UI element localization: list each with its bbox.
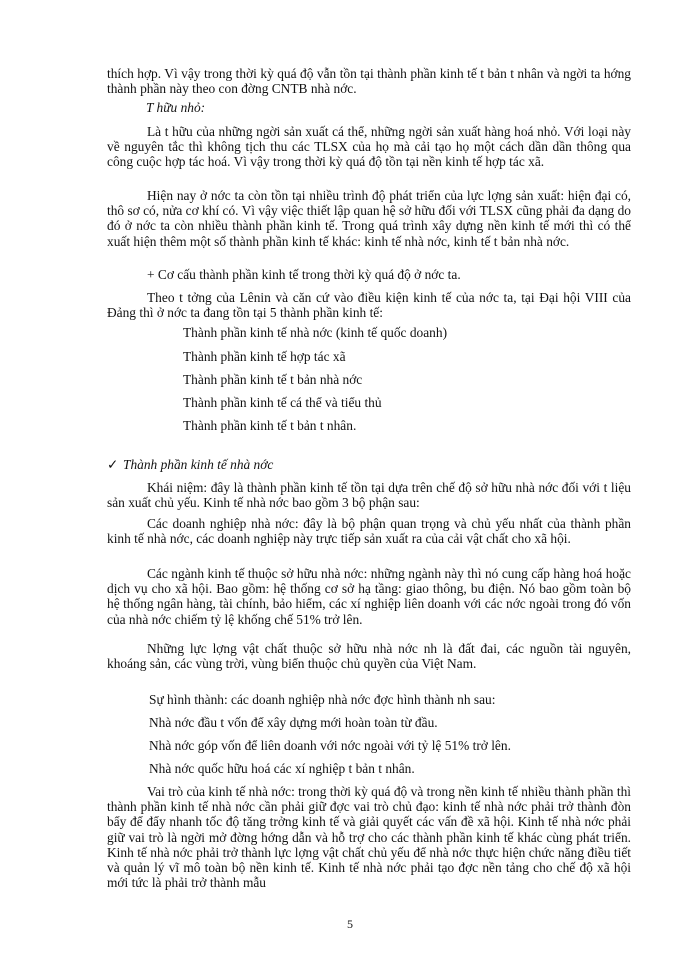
paragraph-material-forces: Những lực lợng vật chất thuộc sở hữu nhà nớc nh là đất đai, các nguồn tài nguyên, khoáng sản, các vùng trời, vùng biển thuộc chủ quyền của Việt Nam. <box>107 641 631 672</box>
paragraph-structure-title: + Cơ cấu thành phần kinh tế trong thời kỳ quá độ ở nớc ta. <box>147 267 461 282</box>
list-item: Nhà nớc quốc hữu hoá các xí nghiệp t bản t nhân. <box>149 761 415 776</box>
section-heading-text: Thành phần kinh tế nhà nớc <box>123 457 274 472</box>
list-item: Thành phần kinh tế t bản t nhân. <box>183 418 357 433</box>
paragraph-role: Vai trò của kinh tế nhà nớc: trong thời kỳ quá độ và trong nền kinh tế nhiều thành phần thì thành phần kinh tế nhà nớc cần phải giữ đợc vai trò chủ đạo: kinh tế nhà nớc phải trở thành đòn bẩy để đẩy nhanh tốc độ tăng trởng kinh tế và giải quyết các vấn đề xã hội. Kinh tế nhà nớc phải giữ vai trò là ngời mở đờng hớng dẫn và hỗ trợ cho các thành phần kinh tế khác cùng phát triển. Kinh tế nhà nớc phải trở thành lực lợng vật chất chủ yếu để nhà nớc thực hiện chức năng điều tiết và quản lý vĩ mô toàn bộ nền kinh tế. Kinh tế nhà nớc phải tạo đợc nền tảng cho chế độ xã hội mới tức là phải trở thành mẫu <box>107 784 631 891</box>
formation-intro: Sự hình thành: các doanh nghiệp nhà nớc đợc hình thành nh sau: <box>149 692 496 707</box>
paragraph-concept: Khái niệm: đây là thành phần kinh tế tồn tại dựa trên chế độ sở hữu nhà nớc đối với t liệu sản xuất chủ yếu. Kinh tế nhà nớc bao gồm 3 bộ phận sau: <box>107 480 631 511</box>
subheading-small-private-ownership: T hữu nhỏ: <box>146 100 206 115</box>
paragraph-intro: thích hợp. Vì vậy trong thời kỳ quá độ vẫn tồn tại thành phần kinh tế t bản t nhân và ngời ta hớng thành phần này theo con đờng CNTB nhà nớc. <box>107 66 631 97</box>
list-item: Thành phần kinh tế t bản nhà nớc <box>183 372 363 387</box>
section-heading <box>107 457 273 472</box>
list-item: Nhà nớc đầu t vốn để xây dựng mới hoàn toàn từ đầu. <box>149 715 438 730</box>
paragraph-lenin: Theo t tởng của Lênin và căn cứ vào điều kiện kinh tế của nớc ta, tại Đại hội VIII của Đảng thì ở nớc ta đang tồn tại 5 thành phần kinh tế: <box>107 290 631 321</box>
check-icon: ✓ <box>107 457 119 472</box>
list-item: Thành phần kinh tế cá thể và tiểu thủ <box>183 395 382 410</box>
list-item: Thành phần kinh tế nhà nớc (kinh tế quốc doanh) <box>183 325 448 340</box>
paragraph-state-enterprises: Các doanh nghiệp nhà nớc: đây là bộ phận quan trọng và chủ yếu nhất của thành phần kinh tế nhà nớc, các doanh nghiệp này trực tiếp sản xuất ra của cải vật chất cho xã hội. <box>107 516 631 547</box>
list-item: Nhà nớc góp vốn để liên doanh với nớc ngoài với tỷ lệ 51% trở lên. <box>149 738 511 753</box>
paragraph-state-sectors: Các ngành kinh tế thuộc sở hữu nhà nớc: những ngành này thì nó cung cấp hàng hoá hoặc dịch vụ cho xã hội. Bao gồm: hệ thống cơ sở hạ tầng: giao thông, bu điện. Nó bao gồm toàn bộ hệ thống ngân hàng, tài chính, bảo hiểm, các xí nghiệp liên doanh với các nớc ngoài trong đó vốn của nhà nớc chiếm tỷ lệ khống chế 51% trở lên. <box>107 566 631 627</box>
paragraph-small-ownership: Là t hữu của những ngời sản xuất cá thể, những ngời sản xuất hàng hoá nhỏ. Với loại này về nguyên tắc thì không tịch thu các TLSX của họ mà cải tạo họ một cách dần dần thông qua công cuộc hợp tác hoá. Vì vậy trong thời kỳ quá độ tồn tại nền kinh tế hợp tác xã. <box>107 124 631 170</box>
page-number: 5 <box>347 917 353 931</box>
paragraph-productive-forces: Hiện nay ở nớc ta còn tồn tại nhiều trình độ phát triển của lực lợng sản xuất: hiện đại có, thô sơ có, nửa cơ khí có. Vì vậy việc thiết lập quan hệ sở hữu đối với TLSX cũng phải đa dạng do đó ở nớc ta còn nhiều thành phần kinh tế. Trong quá trình xây dựng nền kinh tế mới thì có thể xuất hiện thêm một số thành phần kinh tế khác: kinh tế nhà nớc, kinh tế t bản nhà nớc. <box>107 188 631 249</box>
list-item: Thành phần kinh tế hợp tác xã <box>183 349 346 364</box>
